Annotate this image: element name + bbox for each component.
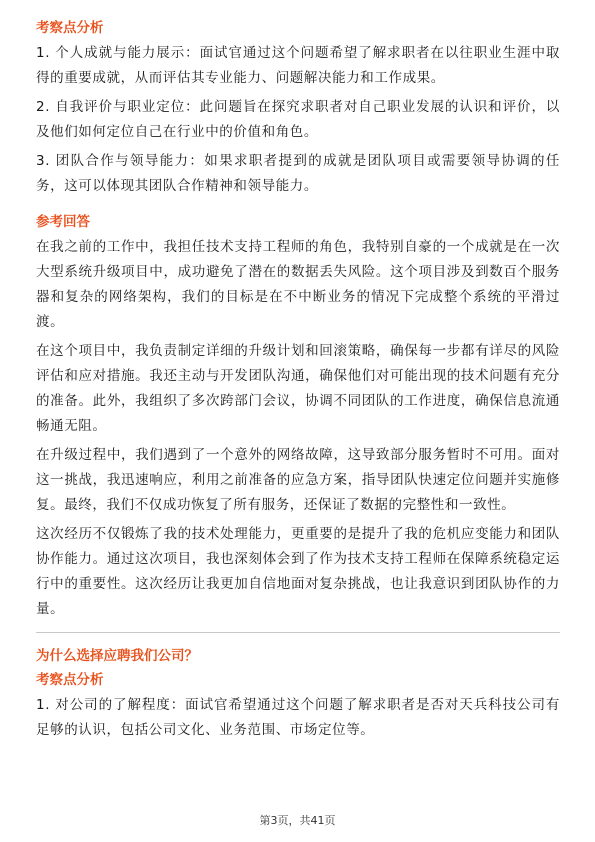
analysis-point-2: 2. 自我评价与职业定位：此问题旨在探究求职者对自己职业发展的认识和评价，以及他们如何定位自己在行业中的价值和角色。 (36, 99, 560, 140)
analysis-point-3: 3. 团队合作与领导能力：如果求职者提到的成就是团队项目或需要领导协调的任务，这可以体现其团队合作精神和领导能力。 (36, 153, 560, 194)
analysis-point-q2-1: 1. 对公司的了解程度：面试官希望通过这个问题了解求职者是否对天兵科技公司有足够的认识，包括公司文化、业务范围、市场定位等。 (36, 697, 560, 738)
answer-paragraph-2: 在这个项目中，我负责制定详细的升级计划和回滚策略，确保每一步都有详尽的风险评估和应对措施。我还主动与开发团队沟通，确保他们对可能出现的技术问题有充分的准备。此外，我组织了多次跨部门会议，协调不同团队的工作进度，确保信息流通畅通无阻。 (36, 343, 560, 434)
question-title: 为什么选择应聘我们公司？ (36, 648, 198, 664)
page-footer: 第3页，共41页 (259, 814, 336, 827)
section-heading-analysis: 考察点分析 (36, 20, 104, 36)
analysis-point-1: 1. 个人成就与能力展示：面试官通过这个问题希望了解求职者在以往职业生涯中取得的重要成就，从而评估其专业能力、问题解决能力和工作成果。 (36, 45, 560, 86)
section-divider (36, 632, 560, 633)
page-content (36, 17, 560, 747)
section-heading-answer: 参考回答 (36, 214, 90, 230)
answer-paragraph-3: 在升级过程中，我们遇到了一个意外的网络故障，这导致部分服务暂时不可用。面对这一挑战，我迅速响应，利用之前准备的应急方案，指导团队快速定位问题并实施修复。最终，我们不仅成功恢复了所有服务，还保证了数据的完整性和一致性。 (36, 447, 560, 513)
section-heading-analysis-2: 考察点分析 (36, 672, 104, 688)
answer-paragraph-1: 在我之前的工作中，我担任技术支持工程师的角色，我特别自豪的一个成就是在一次大型系统升级项目中，成功避免了潜在的数据丢失风险。这个项目涉及到数百个服务器和复杂的网络架构，我们的目标是在不中断业务的情况下完成整个系统的平滑过渡。 (36, 239, 560, 330)
answer-paragraph-4: 这次经历不仅锻炼了我的技术处理能力，更重要的是提升了我的危机应变能力和团队协作能力。通过这次项目，我也深刻体会到了作为技术支持工程师在保障系统稳定运行中的重要性。这次经历让我更加自信地面对复杂挑战，也让我意识到团队协作的力量。 (36, 526, 560, 617)
